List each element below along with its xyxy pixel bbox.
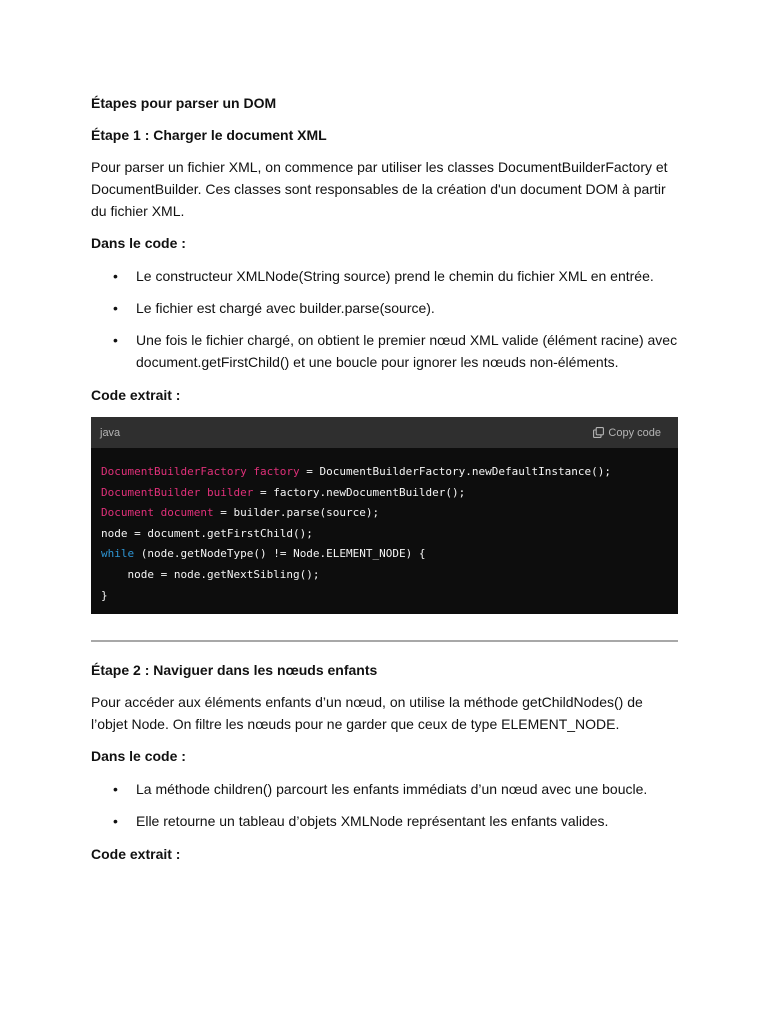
code-token: = builder.parse(source); [213, 506, 380, 520]
list-item [91, 297, 678, 319]
code-token: (node.getNodeType() != Node.ELEMENT_NODE) { [134, 547, 426, 561]
code-line [101, 527, 313, 540]
copy-code-label: Copy code [608, 426, 661, 439]
code-token: DocumentBuilderFactory factory [101, 465, 300, 478]
bullet-icon: • [113, 781, 118, 798]
code-token: node = document.getFirstChild(); [101, 526, 313, 540]
step1-heading: Étape 1 : Charger le document XML [91, 127, 327, 143]
code-language: java [100, 426, 121, 439]
code-line [101, 568, 320, 581]
step1-code-label: Dans le code : [91, 235, 186, 251]
copy-code-button[interactable] [593, 422, 661, 444]
code-token: = DocumentBuilderFactory.newDefaultInstance(); [299, 465, 611, 478]
code-line [101, 465, 611, 478]
list-item-text: Le constructeur XMLNode(String source) prend le chemin du fichier XML en entrée. [136, 268, 654, 284]
list-item [91, 778, 678, 800]
copy-icon [593, 427, 604, 438]
step2-code-label: Dans le code : [91, 748, 186, 765]
bullet-icon: • [113, 300, 118, 316]
code-line [101, 589, 108, 602]
step2-bullet-list [91, 778, 678, 832]
list-item [91, 265, 678, 287]
step1-paragraph: Pour parser un fichier XML, on commence par utiliser les classes DocumentBuilderFactory et DocumentBuilder. Ces classes sont responsables de la création d'un document DOM à partir du fichier XML. [91, 159, 668, 219]
step2-heading: Étape 2 : Naviguer dans les nœuds enfants [91, 662, 378, 679]
list-item-text: Le fichier est chargé avec builder.parse(source). [136, 300, 435, 316]
list-item [91, 329, 678, 373]
code-token: } [101, 588, 108, 602]
list-item-text: La méthode children() parcourt les enfants immédiats d’un nœud avec une boucle. [136, 781, 648, 798]
code-line [101, 547, 426, 560]
list-item-text: Elle retourne un tableau d’objets XMLNode représentant les enfants valides. [136, 813, 609, 830]
bullet-icon: • [113, 813, 118, 830]
code-block [91, 417, 678, 614]
code-line [101, 506, 379, 519]
step1-bullet-list [91, 265, 678, 373]
code-header [91, 417, 678, 448]
code-body [91, 448, 678, 614]
code-token: while [101, 547, 135, 561]
step2-paragraph: Pour accéder aux éléments enfants d’un nœud, on utilise la méthode getChildNodes() de l’objet Node. On filtre les nœuds pour ne garder que ceux de type ELEMENT_NODE. [91, 694, 643, 733]
document-title: Étapes pour parser un DOM [91, 95, 277, 111]
code-token: DocumentBuilder builder [101, 485, 254, 499]
code-token: node = node.getNextSibling(); [101, 567, 320, 581]
step1-extract-label: Code extrait : [91, 387, 181, 403]
horizontal-rule [91, 640, 678, 642]
bullet-icon: • [113, 332, 118, 348]
list-item-text: Une fois le fichier chargé, on obtient le premier nœud XML valide (élément racine) avec document.getFirstChild() et une boucle pour ignorer les nœuds non-éléments. [136, 332, 678, 370]
code-line [101, 486, 465, 499]
bullet-icon: • [113, 268, 118, 284]
code-token: = factory.newDocumentBuilder(); [253, 485, 466, 499]
list-item [91, 810, 678, 832]
document-content [91, 93, 678, 876]
step2-extract-label: Code extrait : [91, 846, 181, 863]
code-token: Document document [101, 506, 214, 520]
